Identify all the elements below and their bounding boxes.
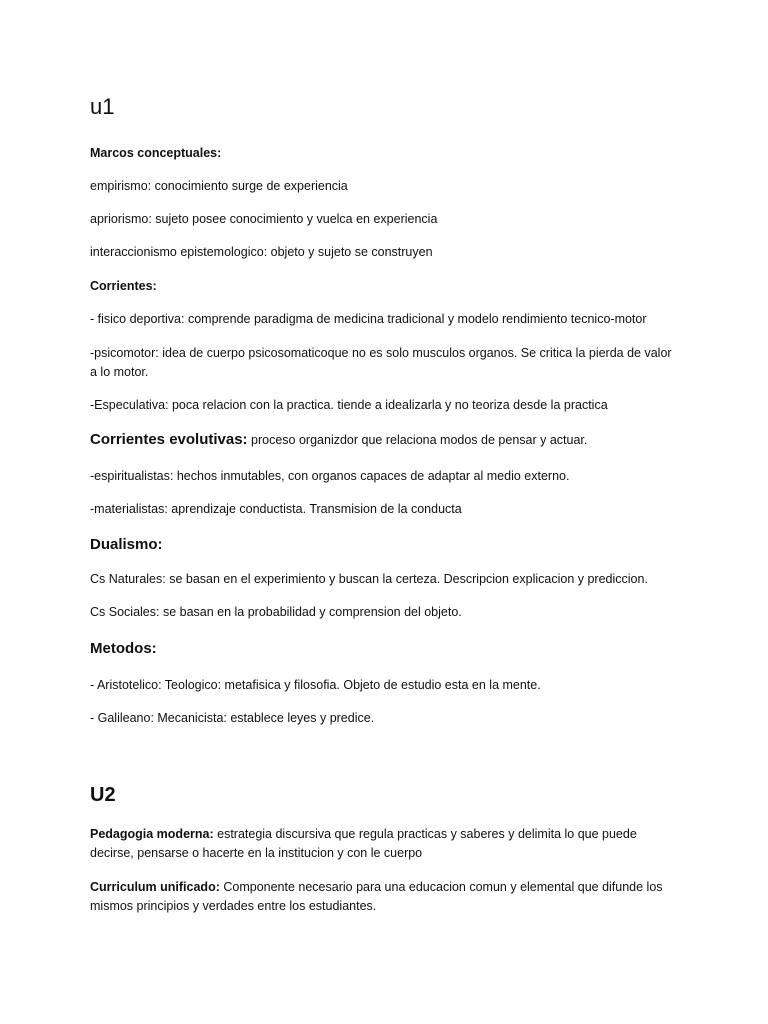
pedagogia-paragraph	[90, 825, 680, 863]
dualismo-item-sociales: Cs Sociales: se basan en la probabilidad y comprension del objeto.	[90, 605, 462, 619]
metodos-item-galileano: - Galileano: Mecanicista: establece leyes y predice.	[90, 711, 375, 725]
evolutivas-item-materialistas: -materialistas: aprendizaje conductista. Transmision de la conducta	[90, 502, 462, 516]
unit-1-title: u1	[90, 94, 115, 119]
marcos-heading: Marcos conceptuales:	[90, 146, 222, 160]
evolutivas-desc: proceso organizdor que relaciona modos de pensar y actuar.	[247, 433, 588, 447]
marcos-item-interaccionismo: interaccionismo epistemologico: objeto y sujeto se construyen	[90, 245, 433, 259]
marcos-item-apriorismo: apriorismo: sujeto posee conocimiento y vuelca en experiencia	[90, 212, 438, 226]
marcos-item-empirismo: empirismo: conocimiento surge de experiencia	[90, 179, 348, 193]
metodos-item-aristotelico: - Aristotelico: Teologico: metafisica y filosofia. Objeto de estudio esta en la mente.	[90, 678, 541, 692]
corrientes-item-fisico: - fisico deportiva: comprende paradigma de medicina tradicional y modelo rendimiento tecnico-motor	[90, 312, 647, 326]
pedagogia-text: estrategia discursiva que regula practicas y saberes y delimita lo que puede decirse, pensarse o hacerte en la institucion y con le cuerpo	[90, 827, 637, 860]
corrientes-item-especulativa: -Especulativa: poca relacion con la practica. tiende a idealizarla y no teoriza desde la practica	[90, 398, 608, 412]
pedagogia-label: Pedagogia moderna:	[90, 827, 214, 841]
curriculum-paragraph	[90, 878, 680, 916]
corrientes-heading: Corrientes:	[90, 279, 157, 293]
dualismo-item-naturales: Cs Naturales: se basan en el experimiento y buscan la certeza. Descripcion explicacion y prediccion.	[90, 572, 648, 586]
metodos-heading: Metodos:	[90, 640, 157, 657]
corrientes-item-psicomotor: -psicomotor: idea de cuerpo psicosomaticoque no es solo musculos organos. Se critica la pierda de valor a lo motor.	[90, 346, 672, 379]
unit-2-title: U2	[90, 784, 116, 806]
dualismo-heading: Dualismo:	[90, 536, 163, 553]
evolutivas-heading: Corrientes evolutivas:	[90, 431, 248, 448]
evolutivas-line	[90, 430, 680, 450]
curriculum-text: Componente necesario para una educacion comun y elemental que difunde los mismos principios y verdades entre los estudiantes.	[90, 880, 663, 913]
curriculum-label: Curriculum unificado:	[90, 880, 220, 894]
evolutivas-item-espiritualistas: -espiritualistas: hechos inmutables, con organos capaces de adaptar al medio externo.	[90, 469, 570, 483]
